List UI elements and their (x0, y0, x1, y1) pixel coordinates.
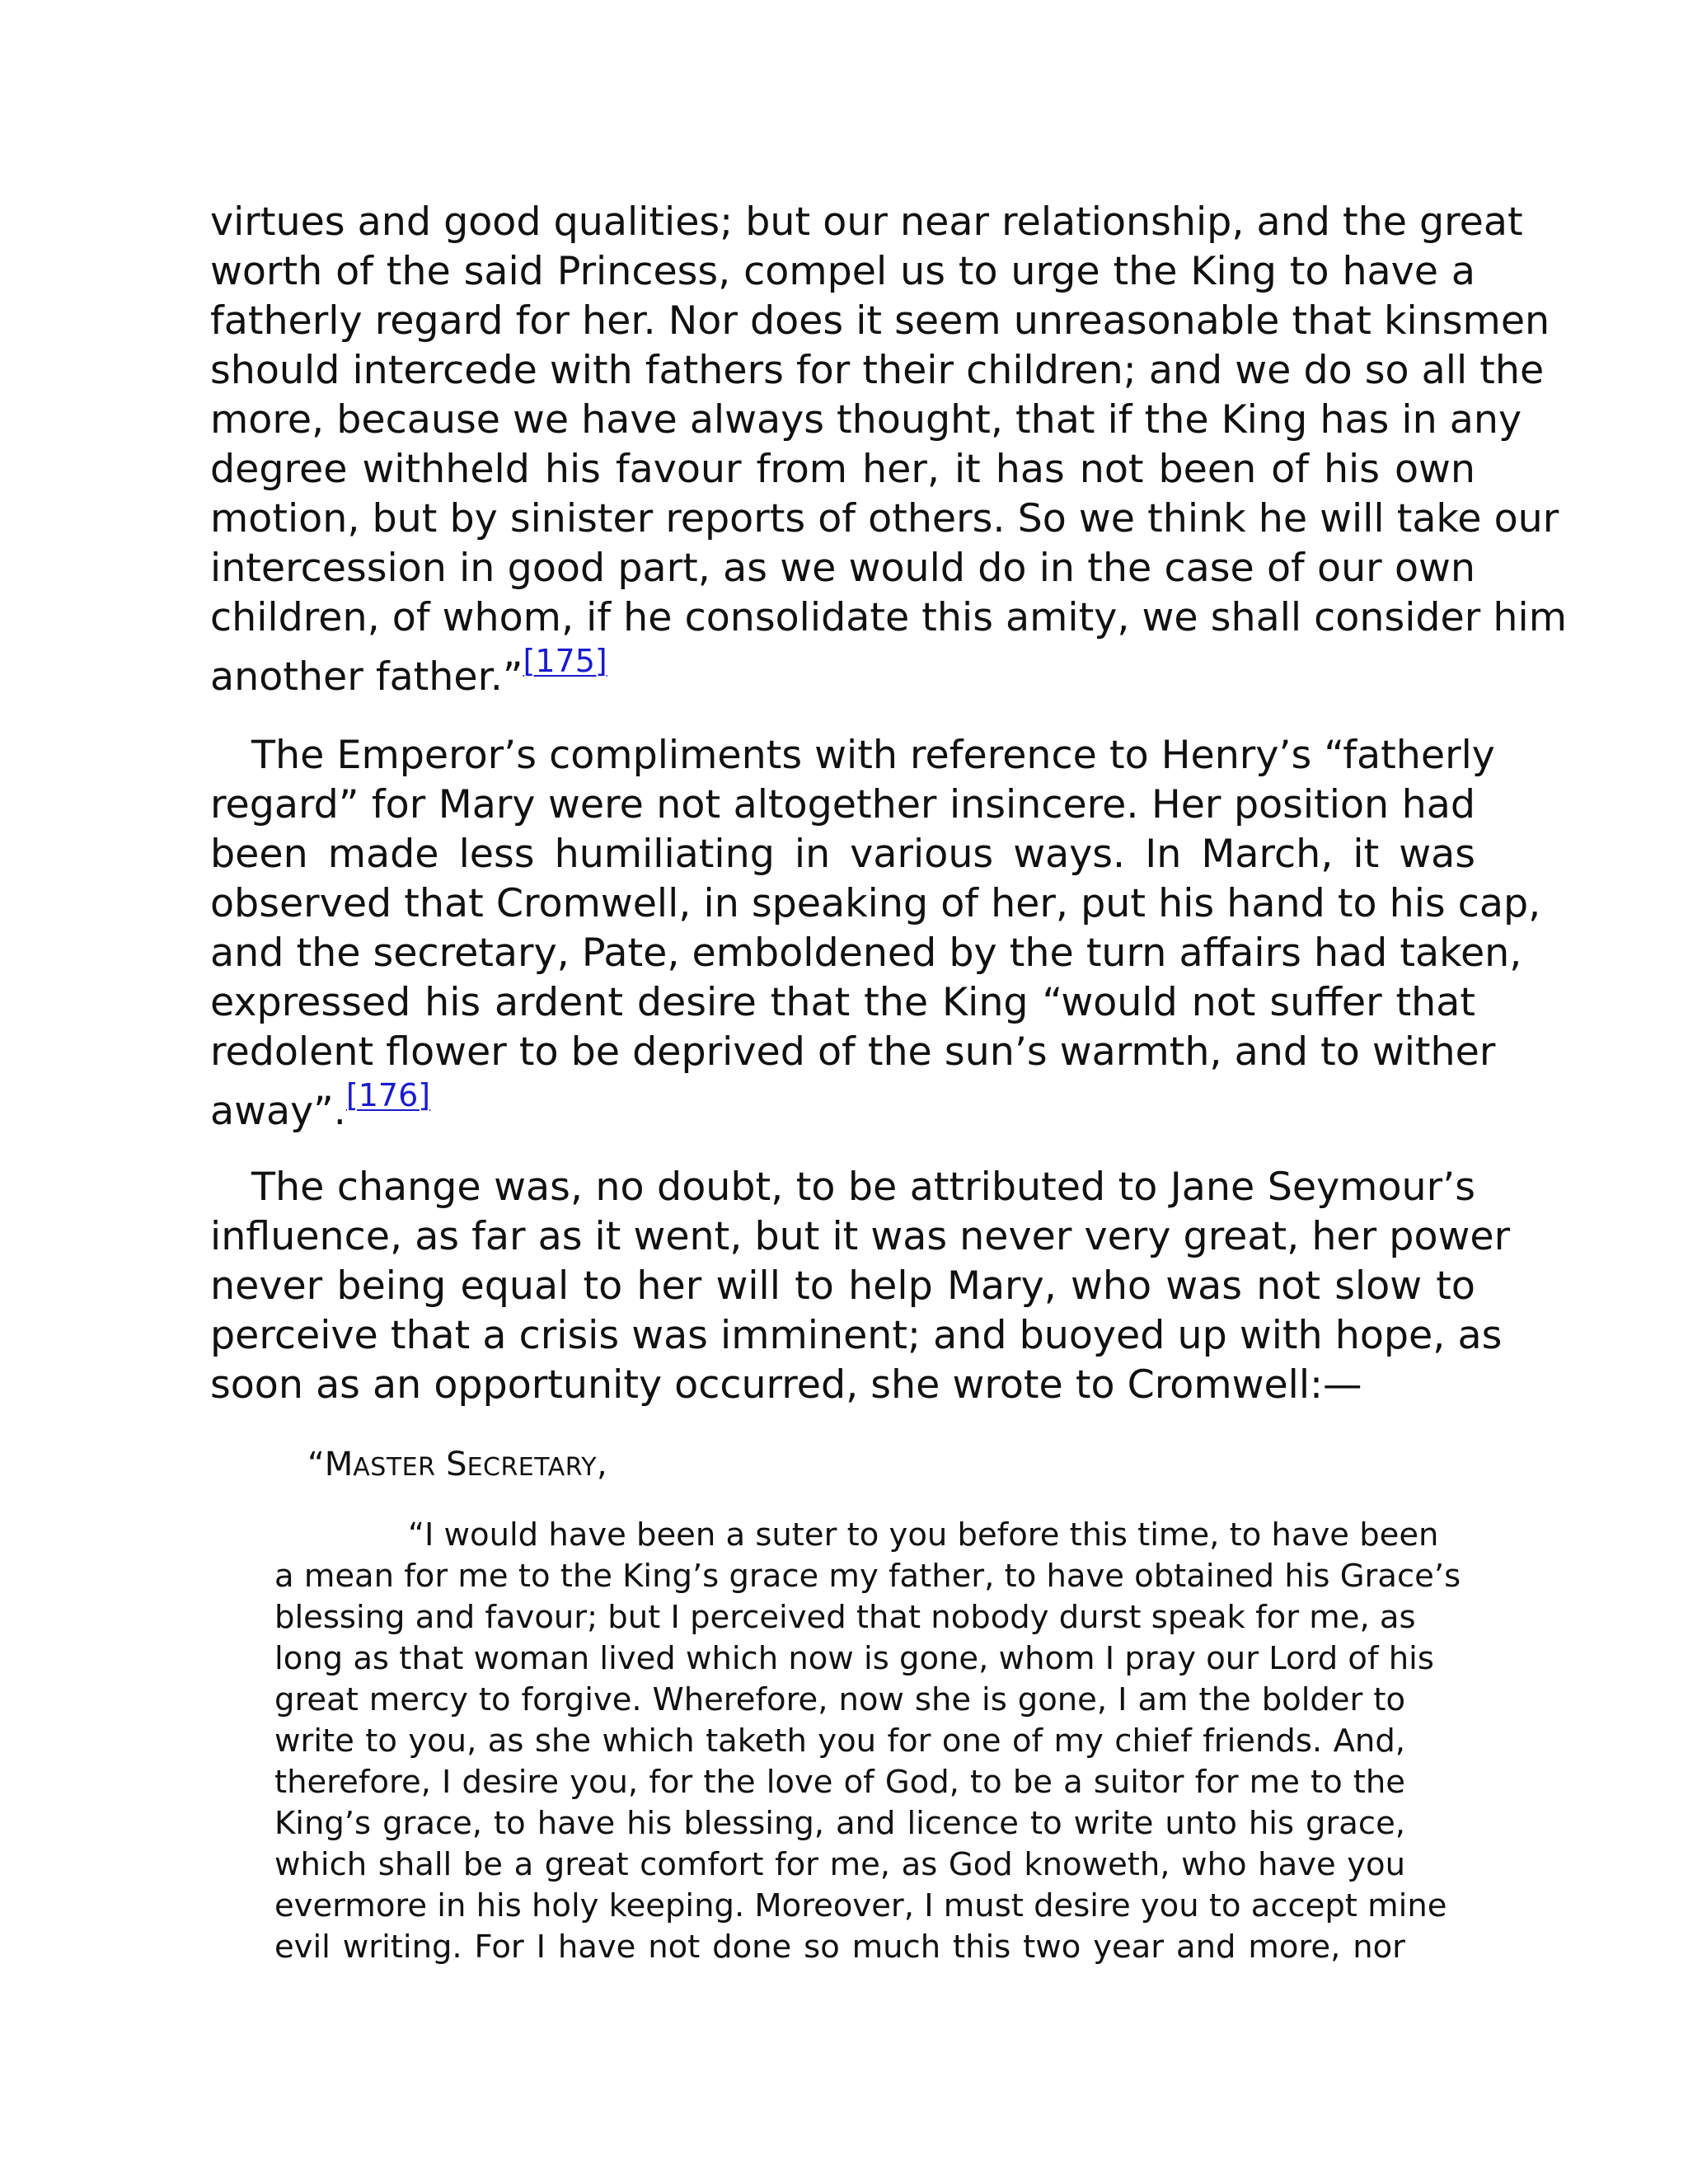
text-fragment: away”. (210, 1089, 346, 1134)
letter-line: therefore, I desire you, for the love of God, to be a suitor for me to the (274, 1764, 1405, 1801)
letter-line: evil writing. For I have not done so much this two year and more, nor (274, 1929, 1405, 1966)
text-line: motion, but by sinister reports of others. So we think he will take our (210, 496, 1559, 541)
text-line: and the secretary, Pate, emboldened by the turn affairs had taken, (210, 930, 1522, 976)
letter-line: evermore in his holy keeping. Moreover, I must desire you to accept mine (274, 1887, 1447, 1924)
letter-line: King’s grace, to have his blessing, and licence to write unto his grace, (274, 1805, 1405, 1842)
text-fragment: another father.” (210, 654, 523, 700)
letter-salutation (307, 1444, 607, 1488)
footnote-link-176[interactable]: [176] (345, 1077, 431, 1113)
salutation-fragment: S (446, 1446, 467, 1483)
text-line-last (210, 643, 1475, 704)
salutation-fragment: ECRETARY (467, 1453, 598, 1482)
letter-line: which shall be a great comfort for me, as God knoweth, who have you (274, 1846, 1405, 1883)
text-line: children, of whom, if he consolidate this amity, we shall consider him (210, 595, 1567, 640)
text-line: worth of the said Princess, compel us to urge the King to have a (210, 249, 1475, 294)
letter-line: a mean for me to the King’s grace my father, to have obtained his Grace’s (274, 1558, 1461, 1595)
footnote-ref (346, 1077, 430, 1113)
salutation-fragment: M (324, 1446, 354, 1483)
text-line: been made less humiliating in various ways. In March, it was (210, 832, 1475, 877)
text-line: regard” for Mary were not altogether insincere. Her position had (210, 782, 1475, 827)
text-line: intercession in good part, as we would do in the case of our own (210, 546, 1475, 591)
salutation-fragment: “ (307, 1446, 325, 1483)
letter-line: blessing and favour; but I perceived that nobody durst speak for me, as (274, 1599, 1416, 1636)
text-line-last: soon as an opportunity occurred, she wrote to Cromwell:— (210, 1362, 1362, 1408)
text-line: influence, as far as it went, but it was never very great, her power (210, 1214, 1511, 1259)
footnote-link-175[interactable]: [175] (523, 643, 607, 679)
paragraph-1 (210, 198, 1567, 704)
text-line: perceive that a crisis was imminent; and buoyed up with hope, as (210, 1313, 1503, 1358)
text-line: The Emperor’s compliments with reference to Henry’s “fatherly (251, 733, 1495, 778)
text-line: virtues and good qualities; but our near relationship, and the great (210, 199, 1523, 245)
letter-line: “I would have been a suter to you before this time, to have been (408, 1516, 1439, 1554)
text-line: degree withheld his favour from her, it has not been of his own (210, 447, 1475, 492)
paragraph-3 (210, 1163, 1511, 1410)
text-line: more, because we have always thought, that if the King has in any (210, 397, 1522, 443)
quoted-letter (274, 1515, 1461, 1968)
text-line: never being equal to her will to help Mary, who was not slow to (210, 1263, 1475, 1309)
letter-line: write to you, as she which taketh you for one of my chief friends. And, (274, 1722, 1405, 1760)
paragraph-2 (210, 731, 1541, 1138)
letter-line: great mercy to forgive. Wherefore, now she is gone, I am the bolder to (274, 1681, 1405, 1718)
salutation-fragment: ASTER (353, 1453, 436, 1482)
text-line: observed that Cromwell, in speaking of her, put his hand to his cap, (210, 881, 1541, 926)
footnote-ref (523, 643, 607, 679)
text-line: The change was, no doubt, to be attributed to Jane Seymour’s (251, 1165, 1475, 1210)
salutation-fragment: , (597, 1446, 607, 1483)
text-line: redolent flower to be deprived of the sun’s warmth, and to wither (210, 1029, 1496, 1075)
text-line-last (210, 1077, 1475, 1138)
text-line: fatherly regard for her. Nor does it seem unreasonable that kinsmen (210, 298, 1550, 344)
text-line: should intercede with fathers for their children; and we do so all the (210, 348, 1545, 393)
text-line: expressed his ardent desire that the King “would not suffer that (210, 980, 1475, 1025)
letter-line: long as that woman lived which now is gone, whom I pray our Lord of his (274, 1640, 1434, 1677)
